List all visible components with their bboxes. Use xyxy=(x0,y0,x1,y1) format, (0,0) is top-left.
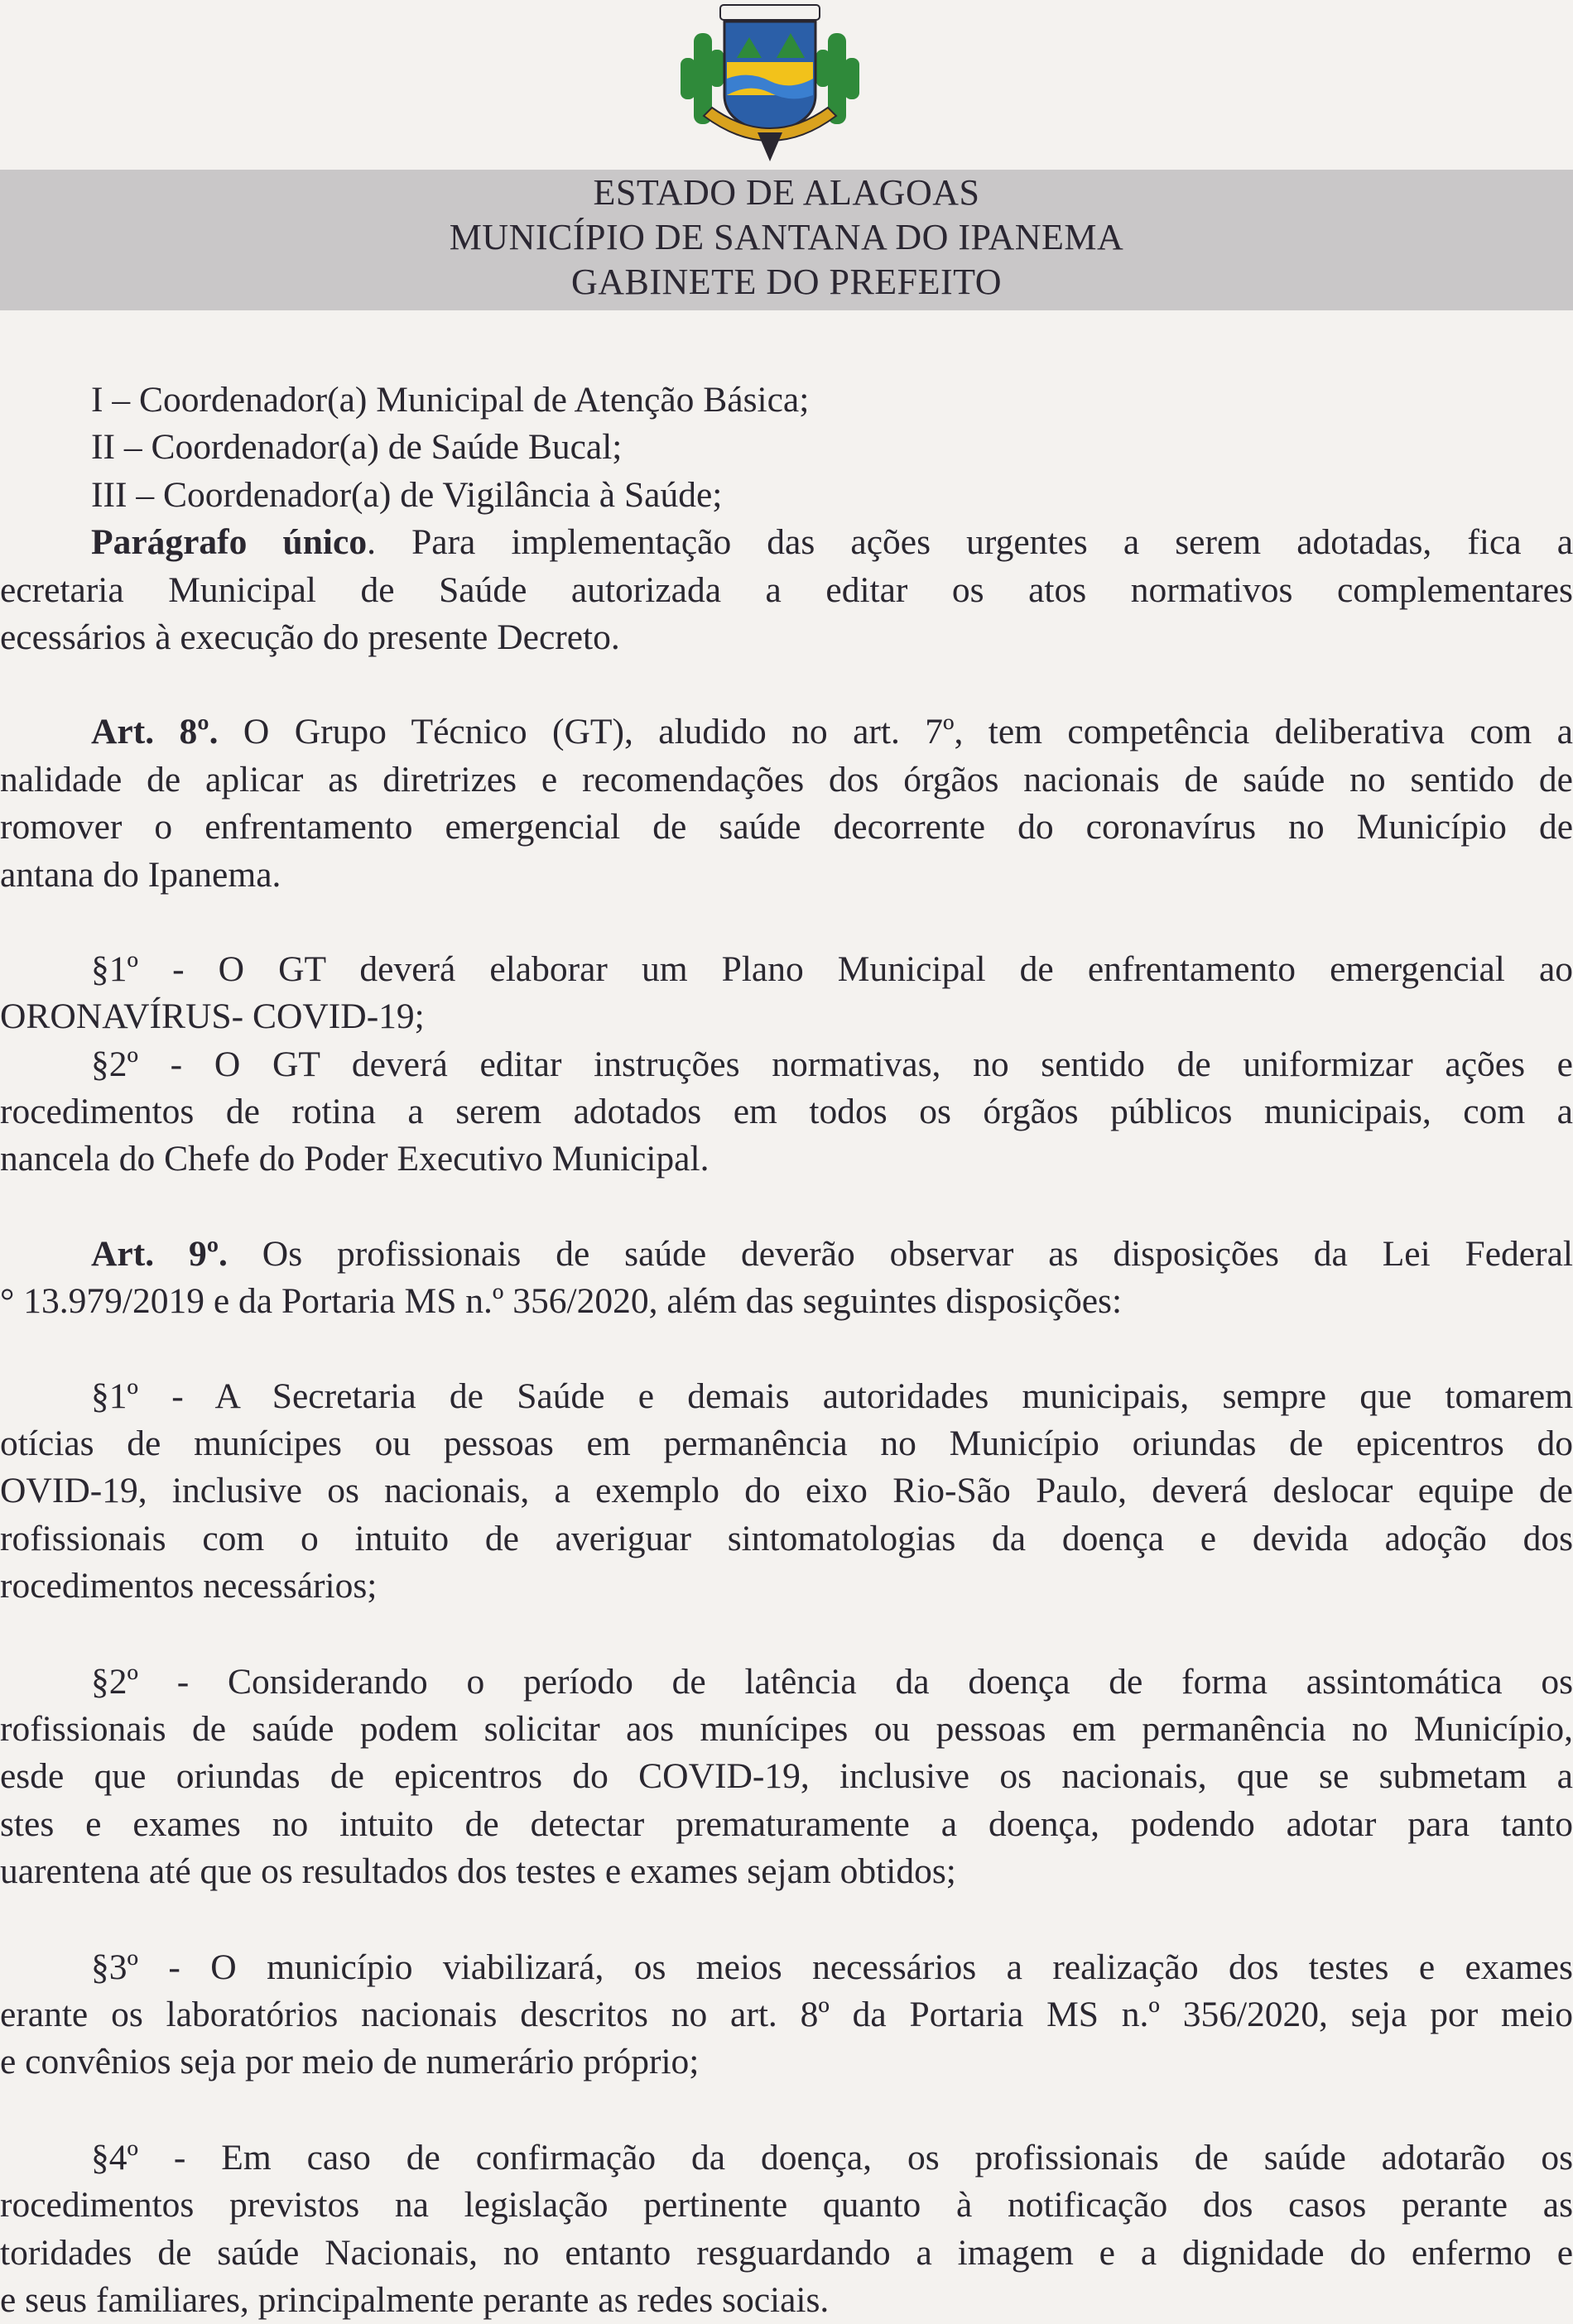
art9-par4-line-4: e seus familiares, principalmente perante as redes sociais. xyxy=(0,2279,830,2320)
art9-par1-line-2: otícias de munícipes ou pessoas em permanência no Município oriundas de epicentros do xyxy=(0,1424,1573,1464)
art9-par1-line-5: rocedimentos necessários; xyxy=(0,1566,378,1606)
art9-par2-line-1: §2º - Considerando o período de latência da doença de forma assintomática os xyxy=(91,1661,1573,1702)
art9-par1-line-3: OVID-19, inclusive os nacionais, a exemplo do eixo Rio-São Paulo, deverá deslocar equipe de xyxy=(0,1471,1573,1511)
item-i: I – Coordenador(a) Municipal de Atenção Básica; xyxy=(91,380,810,420)
item-iii: III – Coordenador(a) de Vigilância à Saúde; xyxy=(91,474,723,515)
art9-line-1: Art. 9º. Os profissionais de saúde deverão observar as disposições da Lei Federal xyxy=(91,1233,1573,1274)
header-band xyxy=(0,170,1573,310)
art9-par4-line-1: §4º - Em caso de confirmação da doença, os profissionais de saúde adotarão os xyxy=(91,2137,1573,2178)
art9-par2-line-2: rofissionais de saúde podem solicitar aos munícipes ou pessoas em permanência no Município, xyxy=(0,1708,1573,1749)
art9-par1-line-1: §1º - A Secretaria de Saúde e demais autoridades municipais, sempre que tomarem xyxy=(91,1376,1573,1416)
art9-par2-line-4: stes e exames no intuito de detectar prematuramente a doença, podendo adotar para tanto xyxy=(0,1803,1573,1844)
header-office: GABINETE DO PREFEITO xyxy=(570,262,1003,302)
art9-label: Art. 9º. xyxy=(91,1233,228,1274)
item-ii: II – Coordenador(a) de Saúde Bucal; xyxy=(91,427,623,468)
municipal-crest-logo xyxy=(679,0,861,166)
art8-par2-line-1: §2º - O GT deverá editar instruções normativas, no sentido de uniformizar ações e xyxy=(91,1044,1573,1084)
paragrafo-unico-line-2: ecretaria Municipal de Saúde autorizada a editar os atos normativos complementares xyxy=(0,569,1573,610)
art9-par4-line-2: rocedimentos previstos na legislação pertinente quanto à notificação dos casos perante as xyxy=(0,2185,1573,2226)
paragrafo-unico-line-3: ecessários à execução do presente Decreto. xyxy=(0,617,620,657)
art9-line-2: ° 13.979/2019 e da Portaria MS n.º 356/2020, além das seguintes disposições: xyxy=(0,1281,1123,1322)
art9-par2-line-5: uarentena até que os resultados dos testes e exames sejam obtidos; xyxy=(0,1851,956,1892)
art8-line-4: antana do Ipanema. xyxy=(0,854,281,895)
art9-par4-line-3: toridades de saúde Nacionais, no entanto resguardando a imagem e a dignidade do enfermo e xyxy=(0,2232,1573,2273)
art8-par2-line-3: nancela do Chefe do Poder Executivo Municipal. xyxy=(0,1139,710,1179)
art9-par1-line-4: rofissionais com o intuito de averiguar sintomatologias da doença e devida adoção dos xyxy=(0,1518,1573,1558)
paragrafo-unico-line-1: Parágrafo único. Para implementação das ações urgentes a serem adotadas, fica a xyxy=(91,522,1573,563)
art9-par3-line-1: §3º - O município viabilizará, os meios necessários a realização dos testes e exames xyxy=(91,1947,1573,1987)
art9-par3-line-3: e convênios seja por meio de numerário próprio; xyxy=(0,2042,700,2082)
document-body xyxy=(0,377,1573,2324)
art9-par3-line-2: erante os laboratórios nacionais descritos no art. 8º da Portaria MS n.º 356/2020, seja por meio xyxy=(0,1994,1573,2034)
art8-line-1: Art. 8º. O Grupo Técnico (GT), aludido no art. 7º, tem competência deliberativa com a xyxy=(91,712,1573,752)
art8-par1-line-1: §1º - O GT deverá elaborar um Plano Municipal de enfrentamento emergencial ao xyxy=(91,948,1573,989)
art8-line-2: nalidade de aplicar as diretrizes e recomendações dos órgãos nacionais de saúde no sentido de xyxy=(0,759,1573,799)
art8-par1-line-2: ORONAVÍRUS- COVID-19; xyxy=(0,996,425,1037)
paragrafo-unico-label: Parágrafo único xyxy=(91,522,368,563)
header-state: ESTADO DE ALAGOAS xyxy=(593,172,980,213)
header-municipality: MUNICÍPIO DE SANTANA DO IPANEMA xyxy=(449,217,1124,257)
art8-label: Art. 8º. xyxy=(91,712,219,752)
art9-par2-line-3: esde que oriundas de epicentros do COVID-19, inclusive os nacionais, que se submetam a xyxy=(0,1756,1573,1797)
art8-par2-line-2: rocedimentos de rotina a serem adotados em todos os órgãos públicos municipais, com a xyxy=(0,1092,1573,1132)
art8-line-3: romover o enfrentamento emergencial de saúde decorrente do coronavírus no Município de xyxy=(0,807,1573,847)
